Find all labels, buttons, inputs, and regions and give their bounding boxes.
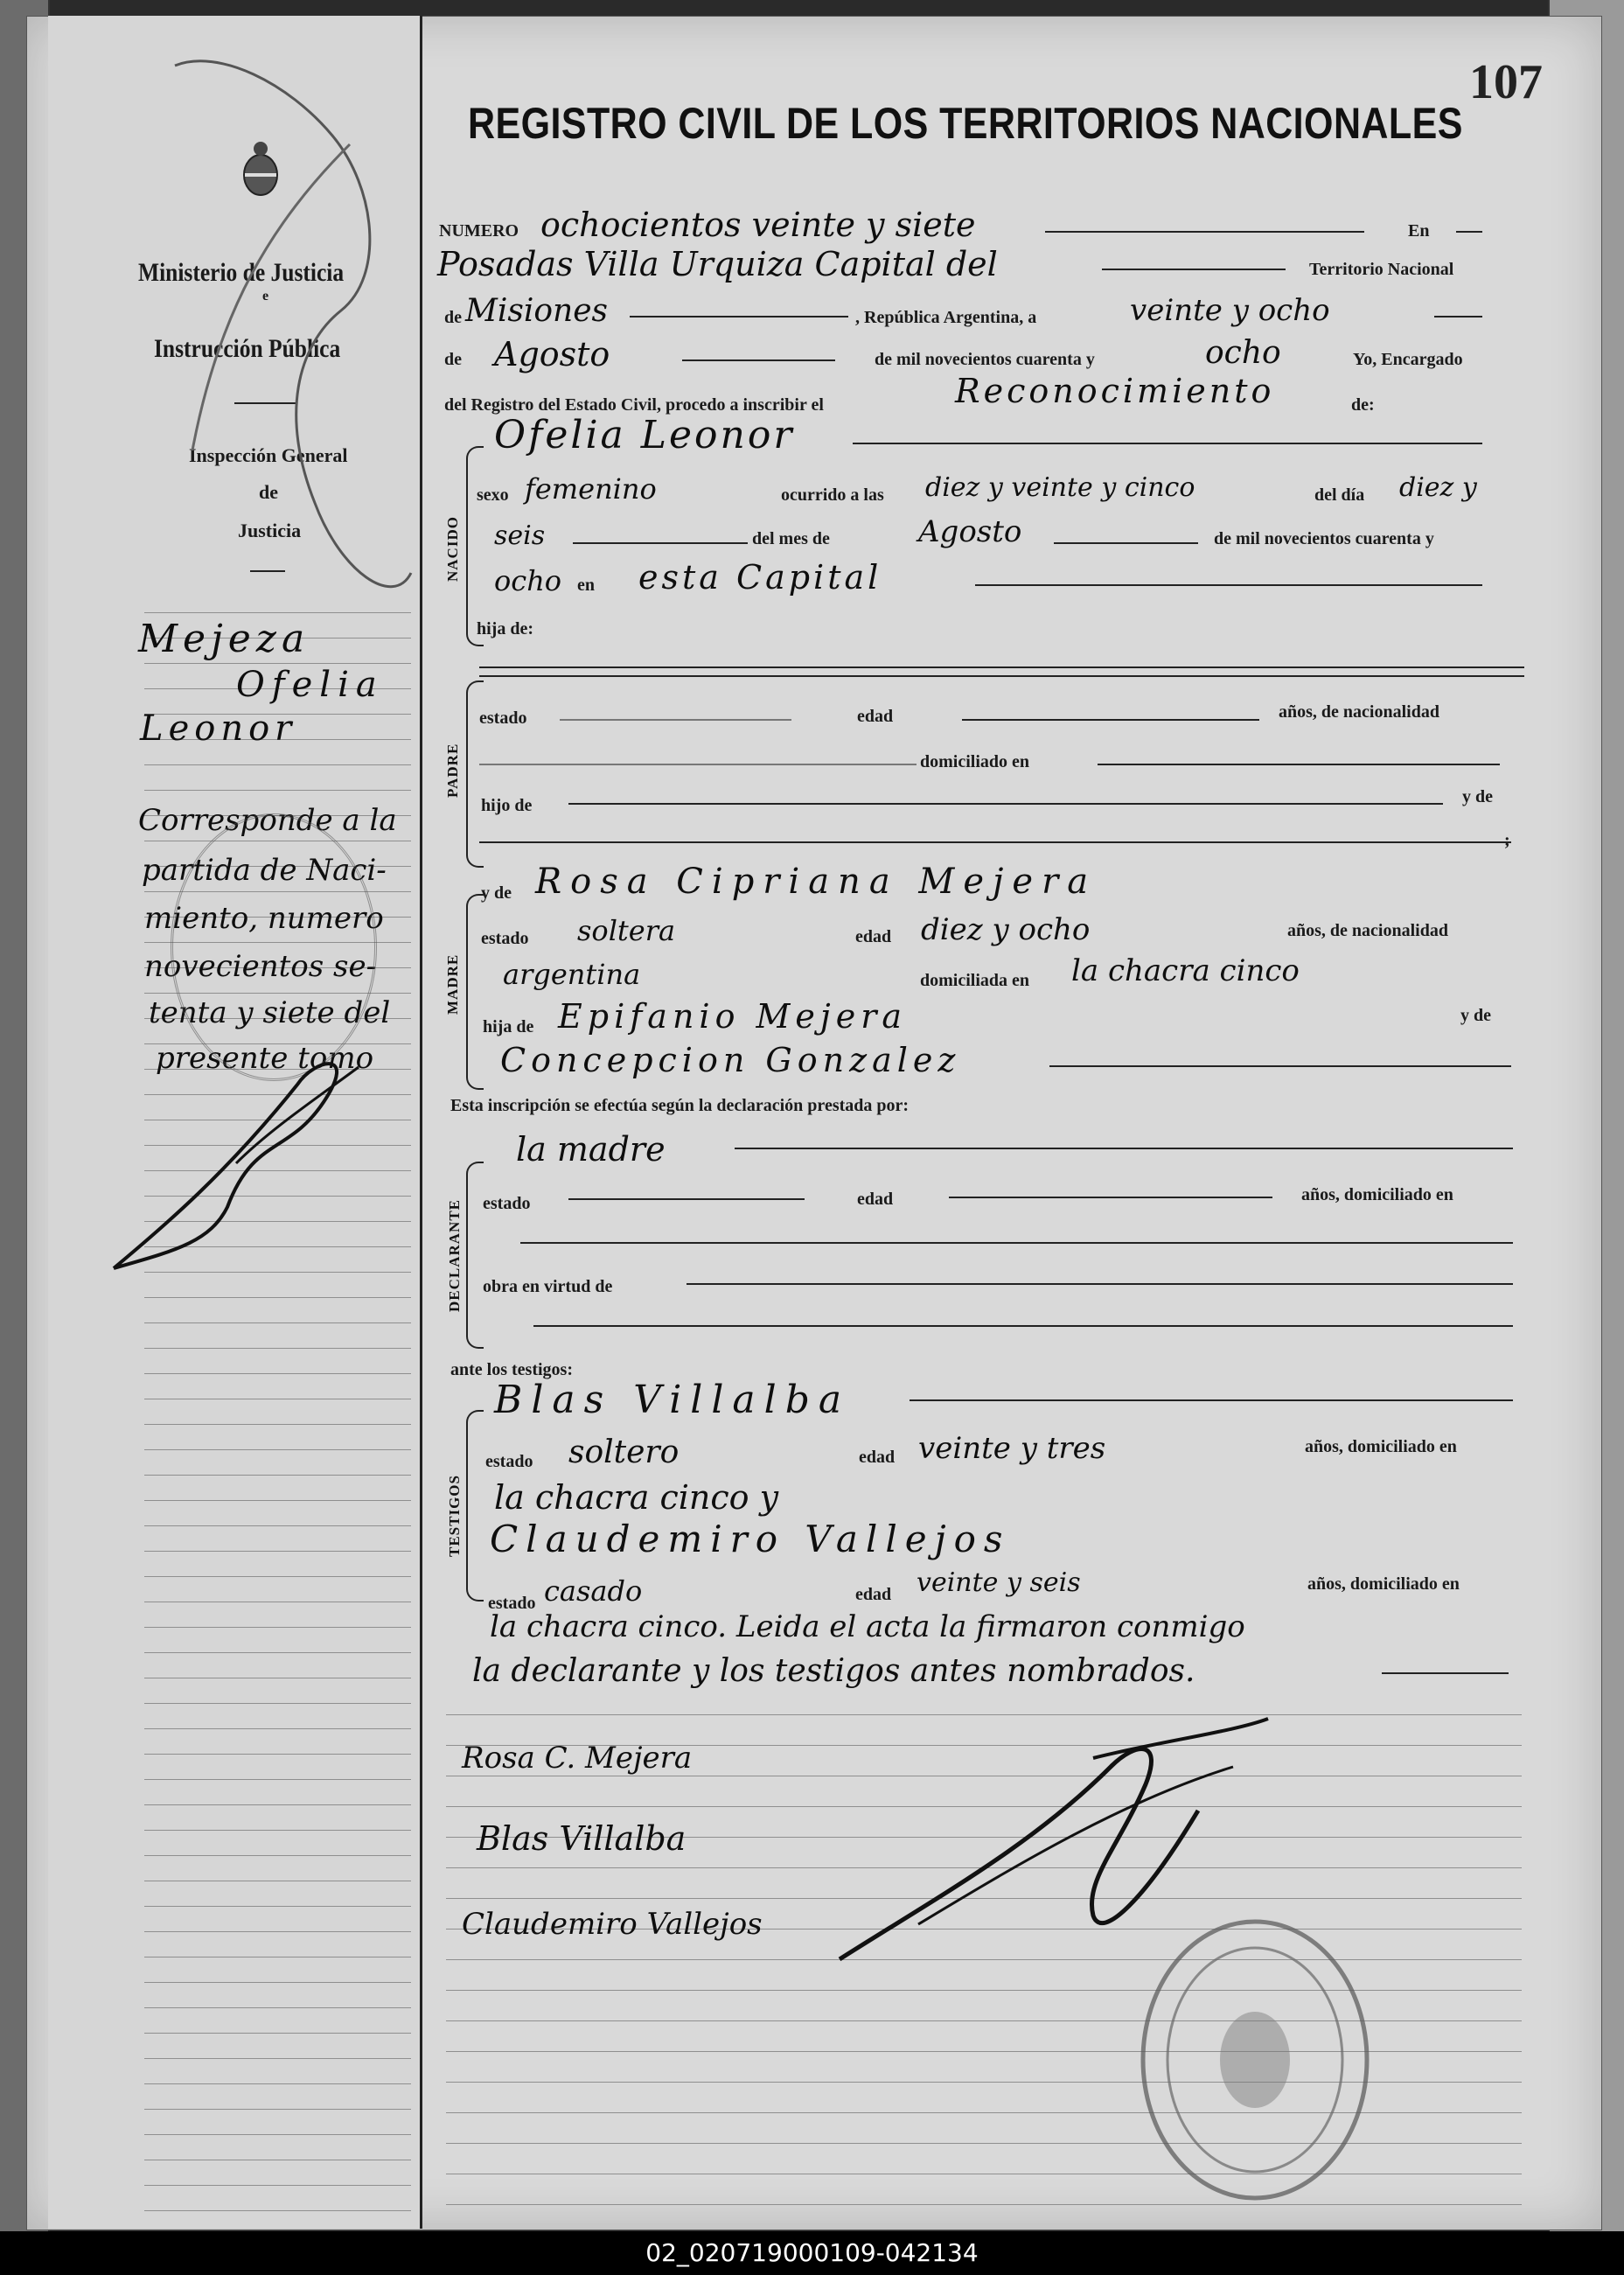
testigo-2-name: Claudemiro Vallejos xyxy=(490,1518,1011,1560)
declarante-section-label: DECLARANTE xyxy=(446,1198,463,1312)
margin-rule-line xyxy=(144,2185,411,2186)
nacido-section-label: NACIDO xyxy=(444,516,461,582)
ministry-line-2: e xyxy=(262,289,269,304)
declarante-estado-label: estado xyxy=(483,1194,531,1213)
madre-padre-value: Epifanio Mejera xyxy=(558,997,908,1036)
margin-rule-line xyxy=(144,1982,411,1983)
fill-line xyxy=(573,542,748,544)
madre-yde-label: y de xyxy=(481,883,512,903)
signature-1: Rosa C. Mejera xyxy=(462,1741,693,1776)
numero-value: ochocientos veinte y siete xyxy=(540,206,976,244)
madre-estado-label: estado xyxy=(481,929,529,948)
margin-surname: Mejeza xyxy=(138,617,310,661)
closing-text: la declarante y los testigos antes nombrados. xyxy=(472,1653,1195,1689)
day-value: veinte y ocho xyxy=(1130,293,1330,328)
act-value: Reconocimiento xyxy=(955,372,1275,410)
page-number: 107 xyxy=(1469,55,1543,109)
image-identifier: 02_020719000109-042134 xyxy=(0,2231,1624,2275)
testigo-2-edad-label: edad xyxy=(855,1585,892,1604)
fill-line xyxy=(853,443,1482,444)
margin-rule-line xyxy=(144,1576,411,1577)
nacido-brace xyxy=(466,446,484,646)
ministry-line-5: de xyxy=(259,481,278,503)
declarante-obra-label: obra en virtud de xyxy=(483,1277,613,1296)
fill-line xyxy=(682,359,835,361)
dia-value: diez y xyxy=(1399,472,1477,503)
mes-value: Agosto xyxy=(918,514,1022,549)
margin-rule-line xyxy=(144,1652,411,1653)
margin-signature-icon xyxy=(96,1032,376,1277)
ministry-line-6: Justicia xyxy=(238,520,302,541)
official-seal-icon xyxy=(1137,1916,1373,2204)
fill-line xyxy=(1098,764,1500,765)
padre-yde-label: y de xyxy=(1462,787,1493,806)
testigo-1-edad-label: edad xyxy=(859,1448,896,1467)
testigo-1-estado: soltero xyxy=(568,1434,680,1470)
fill-line xyxy=(479,675,1524,677)
lugar-value: esta Capital xyxy=(638,558,882,597)
republica-label: , República Argentina, a xyxy=(855,308,1037,327)
fill-line xyxy=(479,666,1524,668)
margin-rule-line xyxy=(144,1373,411,1374)
fill-line xyxy=(735,1148,1513,1149)
fill-line xyxy=(1382,1672,1509,1674)
madre-domiciliada-label: domiciliada en xyxy=(920,971,1030,990)
month-value: Agosto xyxy=(494,335,610,373)
madre-madre-value: Concepcion Gonzalez xyxy=(500,1041,961,1079)
fill-line xyxy=(1049,1065,1511,1067)
margin-rule-line xyxy=(144,2058,411,2059)
de-label: de xyxy=(444,308,462,327)
madre-name-value: Rosa Cipriana Mejera xyxy=(535,862,1098,902)
margin-rule-line xyxy=(144,2134,411,2135)
page-title: REGISTRO CIVIL DE LOS TERRITORIOS NACIONALES xyxy=(468,99,1463,148)
declarante-value: la madre xyxy=(516,1130,666,1169)
mes-label: del mes de xyxy=(752,529,830,548)
testigos-intro-label: ante los testigos: xyxy=(450,1360,573,1379)
de2-label: de xyxy=(444,350,462,369)
madre-estado-value: soltera xyxy=(577,914,676,947)
fill-line xyxy=(1102,269,1286,270)
hora-value: diez y veinte y cinco xyxy=(925,472,1195,503)
yo-label: Yo, Encargado xyxy=(1353,350,1463,369)
fill-line xyxy=(949,1197,1272,1198)
margin-rule-line xyxy=(144,1297,411,1298)
madre-brace xyxy=(466,894,484,1090)
margin-rule-line xyxy=(144,764,411,765)
fill-line xyxy=(910,1399,1513,1401)
margin-given-name-1: Ofelia xyxy=(236,665,384,705)
fill-line xyxy=(1054,542,1198,544)
ministry-line-3: Instrucción Pública xyxy=(154,334,341,363)
margin-rule-line xyxy=(144,1779,411,1780)
fill-line xyxy=(687,1283,1513,1285)
fill-line xyxy=(520,1242,1513,1244)
fill-line xyxy=(560,719,791,721)
margin-rule-line xyxy=(144,1728,411,1729)
dia-value-2: seis xyxy=(494,520,546,551)
fill-line xyxy=(568,1198,805,1200)
anio-label: de mil novecientos cuarenta y xyxy=(1214,529,1434,548)
margin-rule-line xyxy=(144,1855,411,1856)
margin-rule-line xyxy=(144,663,411,664)
signature-3: Claudemiro Vallejos xyxy=(462,1907,763,1942)
margin-note-line-5: tenta y siete del xyxy=(149,995,391,1030)
year-value: ocho xyxy=(1205,335,1281,371)
testigo-2-domicilio: la chacra cinco. Leida el acta la firmaron conmigo xyxy=(490,1609,1245,1644)
margin-rule-line xyxy=(144,1830,411,1831)
fill-line xyxy=(533,1325,1513,1327)
margin-rule-line xyxy=(144,2033,411,2034)
body-rule-line xyxy=(446,2204,1522,2205)
margin-given-name-2: Leonor xyxy=(140,708,297,749)
madre-section-label: MADRE xyxy=(444,953,461,1015)
fill-line xyxy=(1456,231,1482,233)
registro-label: del Registro del Estado Civil, procedo a inscribir el xyxy=(444,395,824,415)
signature-2: Blas Villalba xyxy=(477,1819,687,1858)
loop-signature-icon xyxy=(166,48,429,625)
madre-yde2-label: y de xyxy=(1460,1006,1491,1025)
ministry-line-1: Ministerio de Justicia xyxy=(138,258,345,287)
territory-value: Misiones xyxy=(465,293,609,329)
nacido-name-value: Ofelia Leonor xyxy=(494,413,795,457)
testigo-2-estado: casado xyxy=(544,1574,643,1608)
madre-domicilio-value: la chacra cinco xyxy=(1071,953,1300,988)
margin-rule-line xyxy=(144,1449,411,1450)
sexo-label: sexo xyxy=(477,485,509,505)
margin-rule-line xyxy=(144,1627,411,1628)
margin-rule-line xyxy=(144,1703,411,1704)
margin-rule-line xyxy=(144,2007,411,2008)
madre-hija-label: hija de xyxy=(483,1017,534,1036)
testigo-2-estado-label: estado xyxy=(488,1594,536,1613)
fill-line xyxy=(1045,231,1364,233)
dia-label: del día xyxy=(1314,485,1365,505)
year-label: de mil novecientos cuarenta y xyxy=(875,350,1095,369)
fill-line xyxy=(479,841,1511,843)
padre-anios-label: años, de nacionalidad xyxy=(1279,702,1439,722)
anio-value: ocho xyxy=(494,564,562,597)
padre-estado-label: estado xyxy=(479,708,527,728)
margin-rule-line xyxy=(144,2109,411,2110)
padre-hijo-label: hijo de xyxy=(481,796,533,815)
place-value: Posadas Villa Urquiza Capital del xyxy=(437,245,998,283)
margin-rule-line xyxy=(144,1906,411,1907)
sexo-value: femenino xyxy=(525,472,657,506)
testigo-2-anios-label: años, domiciliado en xyxy=(1307,1574,1460,1594)
padre-edad-label: edad xyxy=(857,707,894,726)
margin-note-line-4: novecientos se- xyxy=(144,949,377,984)
declaracion-text: Esta inscripción se efectúa según la declaración prestada por: xyxy=(450,1096,910,1115)
madre-nacionalidad-value: argentina xyxy=(503,958,641,991)
en-label: En xyxy=(1408,221,1430,241)
testigos-section-label: TESTIGOS xyxy=(446,1475,463,1557)
lugar-en-label: en xyxy=(577,576,595,595)
margin-rule-line xyxy=(144,1322,411,1323)
fill-line xyxy=(962,719,1259,721)
margin-note-line-1: Corresponde a la xyxy=(138,803,397,838)
margin-rule-line xyxy=(144,1525,411,1526)
hija-label: hija de: xyxy=(477,619,533,639)
de3-label: de: xyxy=(1351,395,1375,415)
testigo-2-edad: veinte y seis xyxy=(917,1567,1081,1598)
fill-line xyxy=(479,764,917,765)
margin-note-line-3: miento, numero xyxy=(144,901,384,936)
padre-section-label: PADRE xyxy=(444,743,461,798)
madre-anios-label: años, de nacionalidad xyxy=(1287,921,1448,940)
margin-rule-line xyxy=(144,2210,411,2211)
numero-label: NUMERO xyxy=(439,221,519,241)
testigo-1-anios-label: años, domiciliado en xyxy=(1305,1437,1457,1456)
margin-rule-line xyxy=(144,1804,411,1805)
testigo-1-edad: veinte y tres xyxy=(918,1431,1106,1466)
margin-note-line-6: presente tomo xyxy=(156,1041,374,1076)
margin-rule-line xyxy=(144,1551,411,1552)
testigos-brace xyxy=(466,1410,484,1602)
margin-rule-line xyxy=(144,1475,411,1476)
fill-line xyxy=(1434,316,1482,318)
declarante-anios-label: años, domiciliado en xyxy=(1301,1185,1453,1204)
madre-edad-value: diez y ocho xyxy=(921,912,1091,947)
territorio-label: Territorio Nacional xyxy=(1309,260,1454,279)
margin-rule-line xyxy=(144,1931,411,1932)
testigo-1-name: Blas Villalba xyxy=(494,1378,851,1422)
testigo-1-domicilio: la chacra cinco y xyxy=(494,1478,779,1517)
fill-line xyxy=(975,584,1482,586)
margin-rule-line xyxy=(144,1754,411,1755)
fill-line xyxy=(568,803,1443,805)
declarante-brace xyxy=(466,1162,484,1349)
ministry-line-4: Inspección General xyxy=(189,444,348,466)
margin-rule-line xyxy=(144,1500,411,1501)
margin-rule-line xyxy=(144,2083,411,2084)
margin-rule-line xyxy=(144,1348,411,1349)
margin-rule-line xyxy=(144,1424,411,1425)
declarante-edad-label: edad xyxy=(857,1190,894,1209)
madre-edad-label: edad xyxy=(855,927,892,946)
margin-rule-line xyxy=(144,790,411,791)
padre-semicolon: ; xyxy=(1504,831,1510,850)
fill-line xyxy=(630,316,848,318)
testigo-1-estado-label: estado xyxy=(485,1452,533,1471)
padre-domiciliado-label: domiciliado en xyxy=(920,752,1030,771)
ocurrido-label: ocurrido a las xyxy=(781,485,884,505)
margin-note-line-2: partida de Naci- xyxy=(142,853,387,888)
